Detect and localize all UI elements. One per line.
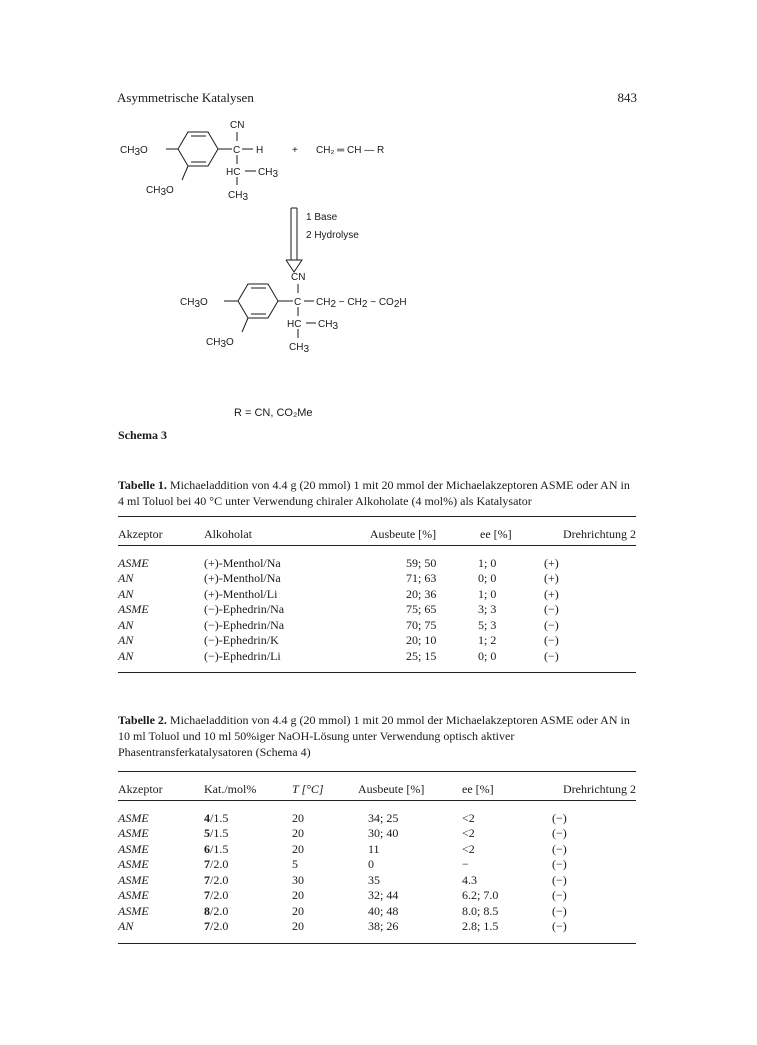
starting-material-structure (166, 132, 256, 185)
table2-cell: 20 (292, 919, 304, 934)
table2-cell: 32; 44 (368, 888, 399, 903)
table2-cell: 4.3 (462, 872, 477, 887)
svg-text:CH3: CH3 (228, 190, 249, 203)
catalyst-number: 5 (204, 826, 210, 841)
table2-cell: 20 (292, 888, 304, 903)
plus-sign: + (292, 145, 298, 156)
table1-cell: AN (118, 633, 134, 648)
table1-header: Ausbeute [%] (369, 526, 437, 541)
catalyst-number: 4 (204, 811, 210, 825)
condition-base: 1 Base (306, 212, 338, 223)
table2-cell: ASME (118, 888, 149, 903)
table2-cell: 38; 26 (368, 919, 399, 934)
table1-cell: 0; 0 (478, 571, 497, 586)
table2-row (118, 904, 636, 920)
product-structure (224, 284, 316, 338)
table1-row (118, 649, 636, 665)
table1-cell: ASME (118, 556, 149, 570)
table2-cell: 2.8; 1.5 (462, 919, 499, 934)
catalyst-number: 7 (204, 919, 210, 934)
table1-cell: 3; 3 (478, 602, 497, 617)
table2-header-row (118, 779, 636, 799)
table2-caption (118, 712, 638, 760)
catalyst-loading: /1.5 (210, 826, 229, 841)
table2-row (118, 799, 636, 826)
table2-cell: − (462, 857, 469, 872)
table2-header: ee [%] (462, 781, 494, 796)
svg-text:C: C (233, 145, 241, 156)
svg-text:CH3O: CH3O (146, 185, 174, 198)
table2-cell: (−) (552, 826, 567, 841)
svg-text:HC: HC (226, 167, 241, 178)
table1-header-rule (118, 545, 636, 546)
table2-cell: 20 (292, 903, 304, 918)
table2-row (118, 919, 636, 935)
table2-cell (204, 857, 286, 873)
table2-cell (204, 919, 286, 935)
table1-cell: ASME (118, 602, 149, 617)
table2-cell: (−) (552, 903, 567, 918)
table2-cell: (−) (552, 811, 567, 825)
svg-text:HC: HC (287, 319, 302, 330)
table2-cell: 6.2; 7.0 (462, 888, 499, 903)
catalyst-loading: /2.0 (210, 857, 229, 872)
table2-cell: 35 (368, 872, 380, 887)
table1-caption (118, 477, 638, 509)
table1-cell: (+)-Menthol/Na (204, 571, 281, 586)
running-header (117, 90, 637, 106)
table2-cell: (−) (552, 919, 567, 934)
table2-header: Kat./mol% (204, 781, 257, 796)
table1-cell: AN (118, 571, 134, 586)
table1-cell: 75; 65 (406, 602, 437, 617)
table1-cell: 71; 63 (406, 571, 437, 586)
table1-cell: (−) (544, 633, 559, 648)
table2-header: Ausbeute [%] (358, 781, 425, 796)
catalyst-number: 7 (204, 872, 210, 887)
table2-cell: 5 (292, 857, 298, 872)
table2-cell: (−) (552, 841, 567, 856)
table2-cell: ASME (118, 811, 149, 825)
table2-cell: 40; 48 (368, 903, 399, 918)
table2-row (118, 888, 636, 904)
catalyst-loading: /2.0 (210, 872, 229, 887)
catalyst-loading: /1.5 (210, 811, 229, 825)
table2-cell: 30; 40 (368, 826, 399, 841)
svg-text:CN: CN (230, 120, 245, 131)
catalyst-loading: /2.0 (210, 919, 229, 934)
table2-cell: ASME (118, 872, 149, 887)
table1-header-row (118, 524, 636, 544)
table2-cell: AN (118, 919, 134, 934)
table1-header: ee [%] (480, 526, 512, 541)
table1-row (118, 633, 636, 649)
table2-cell: (−) (552, 872, 567, 887)
svg-text:CH3: CH3 (318, 319, 339, 332)
table1-row (118, 544, 636, 571)
table2-cell: 8.0; 8.5 (462, 903, 499, 918)
table2-cell (204, 842, 286, 858)
table2-row (118, 826, 636, 842)
table1-caption-text: Michaeladdition von 4.4 g (20 mmol) 1 mit 20 mmol der Michaelakzeptoren ASME oder AN in 4 ml Toluol bei 40 °C unter Verwendung chiraler Alkoholate (4 mol%) als Katalysator (118, 478, 630, 508)
table1-cell: (−)-Ephedrin/K (204, 633, 279, 648)
table2-cell: (−) (552, 888, 567, 903)
table1-cell: (+) (544, 556, 559, 570)
table2-cell: 30 (292, 872, 304, 887)
table1-cell: 5; 3 (478, 617, 497, 632)
catalyst-loading: /2.0 (210, 903, 229, 918)
table2-cell: 11 (368, 841, 380, 856)
table1-cell: (+) (544, 586, 559, 601)
table1-cell: (+) (544, 571, 559, 586)
table1-cell: (+)-Menthol/Li (204, 586, 278, 601)
table2-cell (204, 888, 286, 904)
catalyst-number: 7 (204, 888, 210, 903)
svg-text:CH3O: CH3O (180, 297, 208, 310)
table1-cell: (−)-Ephedrin/Li (204, 648, 281, 663)
catalyst-number: 8 (204, 903, 210, 918)
table2-header: T [°C] (292, 781, 324, 796)
catalyst-number: 6 (204, 841, 210, 856)
reaction-scheme-figure (110, 112, 530, 412)
table2-cell: 20 (292, 826, 304, 841)
reaction-arrow (286, 208, 302, 272)
table1-header: Akzeptor (118, 526, 163, 541)
table1-cell: 70; 75 (406, 617, 437, 632)
scheme-label: Schema 3 (118, 428, 167, 442)
table2-cell: <2 (462, 811, 475, 825)
table1-cell: (−) (544, 602, 559, 617)
table2-header: Drehrichtung 2 (563, 781, 636, 796)
condition-hydrolyse: 2 Hydrolyse (306, 230, 359, 241)
table1-top-rule (118, 516, 636, 517)
table2-cell: 20 (292, 841, 304, 856)
table1-cell: 25; 15 (406, 648, 437, 663)
table1-cell: (−)-Ephedrin/Na (204, 602, 285, 617)
table2-cell: 34; 25 (368, 811, 399, 825)
table2-header: Akzeptor (118, 781, 163, 796)
svg-text:CH3: CH3 (289, 342, 310, 355)
table1-header: Drehrichtung 2 (563, 526, 636, 541)
table2-cell (204, 873, 286, 889)
table1-row (118, 571, 636, 587)
table1-cell: (−) (544, 648, 559, 663)
table2-cell: ASME (118, 857, 149, 872)
table1-cell: 1; 2 (478, 633, 497, 648)
table2-cell (204, 826, 286, 842)
svg-text:CN: CN (291, 272, 306, 283)
table1-bottom-rule (118, 672, 636, 673)
catalyst-loading: /2.0 (210, 888, 229, 903)
svg-text:CH2 − CH2 − CO2H: CH2 − CH2 − CO2H (316, 297, 407, 310)
table2 (118, 779, 636, 935)
table1-cell: (−) (544, 617, 559, 632)
table1-caption-label: Tabelle 1. (118, 478, 167, 492)
svg-text:C: C (294, 297, 302, 308)
table2-cell: 20 (292, 811, 304, 825)
running-title: Asymmetrische Katalysen (117, 90, 254, 105)
svg-text:CH3O: CH3O (206, 337, 234, 350)
table1-cell: AN (118, 617, 134, 632)
table1-cell: (−)-Ephedrin/Na (204, 617, 285, 632)
table2-cell: ASME (118, 826, 149, 841)
table2-cell: (−) (552, 857, 567, 872)
table2-cell: ASME (118, 841, 149, 856)
table1-cell: AN (118, 648, 134, 663)
table1-cell: 0; 0 (478, 648, 497, 663)
table1-cell: (+)-Menthol/Na (204, 556, 281, 570)
table2-row (118, 842, 636, 858)
table1-cell: 1; 0 (478, 586, 497, 601)
svg-text:CH3: CH3 (258, 167, 279, 180)
acceptor-reagent: CH₂ ═ CH — R (316, 145, 385, 156)
table1-cell: 59; 50 (406, 556, 437, 570)
svg-text:CH3O: CH3O (120, 145, 148, 158)
catalyst-number: 7 (204, 857, 210, 872)
table2-cell: ASME (118, 903, 149, 918)
table2-header-rule (118, 800, 636, 801)
page-number: 843 (617, 90, 637, 105)
table2-row (118, 873, 636, 889)
table1-header: Alkoholat (204, 526, 252, 541)
table2-row (118, 857, 636, 873)
table2-bottom-rule (118, 943, 636, 944)
table2-caption-text: Michaeladdition von 4.4 g (20 mmol) 1 mit 20 mmol der Michaelakzeptoren ASME oder AN in 10 ml Toluol und 10 ml 50%iger NaOH-Lösung unter Verwendung optisch aktiver Phasentransferkatalysatoren (Schema 4) (118, 713, 630, 759)
table1-cell: AN (118, 586, 134, 601)
table2-cell (204, 799, 286, 826)
table2-top-rule (118, 771, 636, 772)
r-group-definition: R = CN, CO₂Me (234, 407, 313, 419)
svg-text:H: H (256, 145, 264, 156)
table2-cell: 0 (368, 857, 374, 872)
table1-cell: 1; 0 (478, 556, 497, 570)
catalyst-loading: /1.5 (210, 841, 229, 856)
table1-cell: 20; 36 (406, 586, 437, 601)
table1-cell: 20; 10 (406, 633, 437, 648)
table1-row (118, 618, 636, 634)
table2-caption-label: Tabelle 2. (118, 713, 167, 727)
table1-row (118, 587, 636, 603)
table2-cell (204, 904, 286, 920)
table1-row (118, 602, 636, 618)
table2-cell: <2 (462, 841, 475, 856)
table2-cell: <2 (462, 826, 475, 841)
